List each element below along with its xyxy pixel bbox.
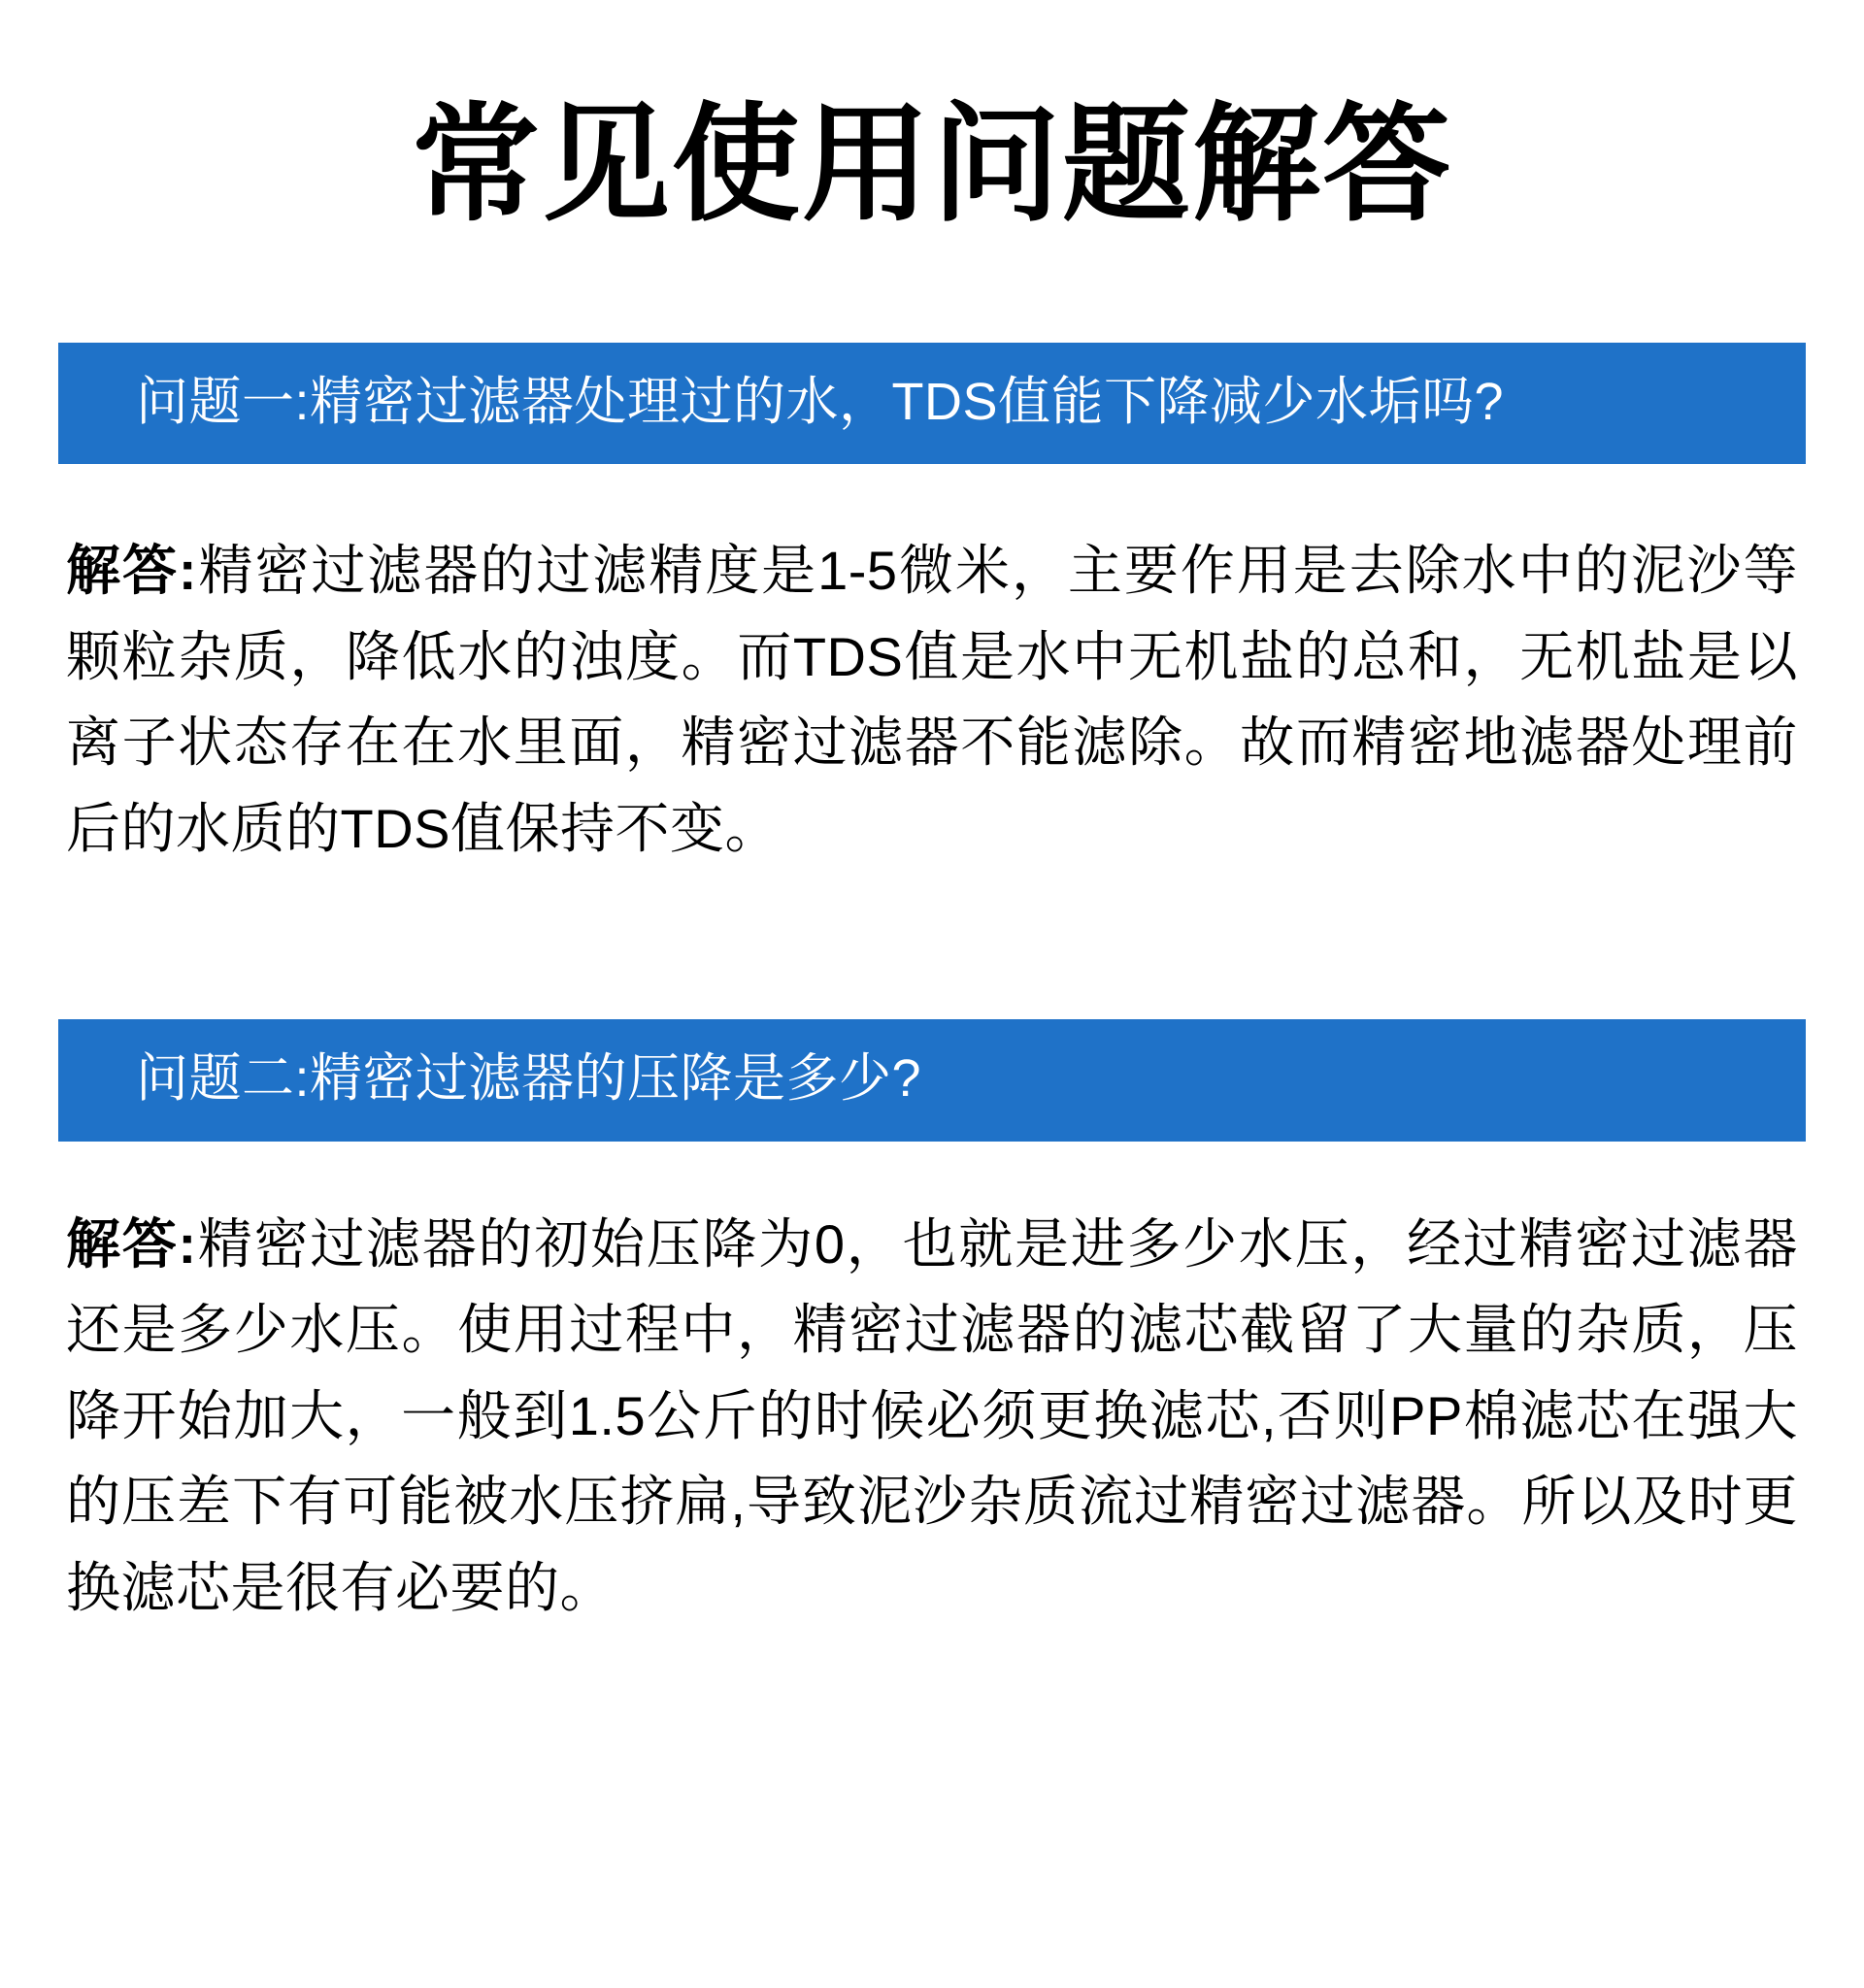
question-banner-2: 问题二:精密过滤器的压降是多少? (58, 1019, 1806, 1142)
question-banner-1: 问题一:精密过滤器处理过的水，TDS值能下降减少水垢吗? (58, 343, 1806, 465)
answer-paragraph-2 (58, 1202, 1806, 1631)
answer-label-2: 解答: (66, 1212, 197, 1275)
answer-text-2: 精密过滤器的初始压降为0，也就是进多少水压，经过精密过滤器还是多少水压。使用过程中，精密过滤器的滤芯截留了大量的杂质，压降开始加大，一般到1.5公斤的时候必须更换滤芯,否则PP棉滤芯在强大的压差下有可能被水压挤扁,导致泥沙杂质流过精密过滤器。所以及时更换滤芯是很有必要的。 (66, 1212, 1798, 1618)
answer-label-1: 解答: (66, 540, 198, 602)
page-title: 常见使用问题解答 (412, 93, 1452, 236)
faq-item-2 (58, 1019, 1806, 1631)
faq-page (0, 89, 1864, 1988)
faq-item-1 (58, 343, 1806, 872)
answer-paragraph-1 (58, 528, 1806, 872)
answer-text-1: 精密过滤器的过滤精度是1-5微米，主要作用是去除水中的泥沙等颗粒杂质，降低水的浊度。而TDS值是水中无机盐的总和，无机盐是以离子状态存在在水里面，精密过滤器不能滤除。故而精密地滤器处理前后的水质的TDS值保持不变。 (66, 540, 1798, 859)
